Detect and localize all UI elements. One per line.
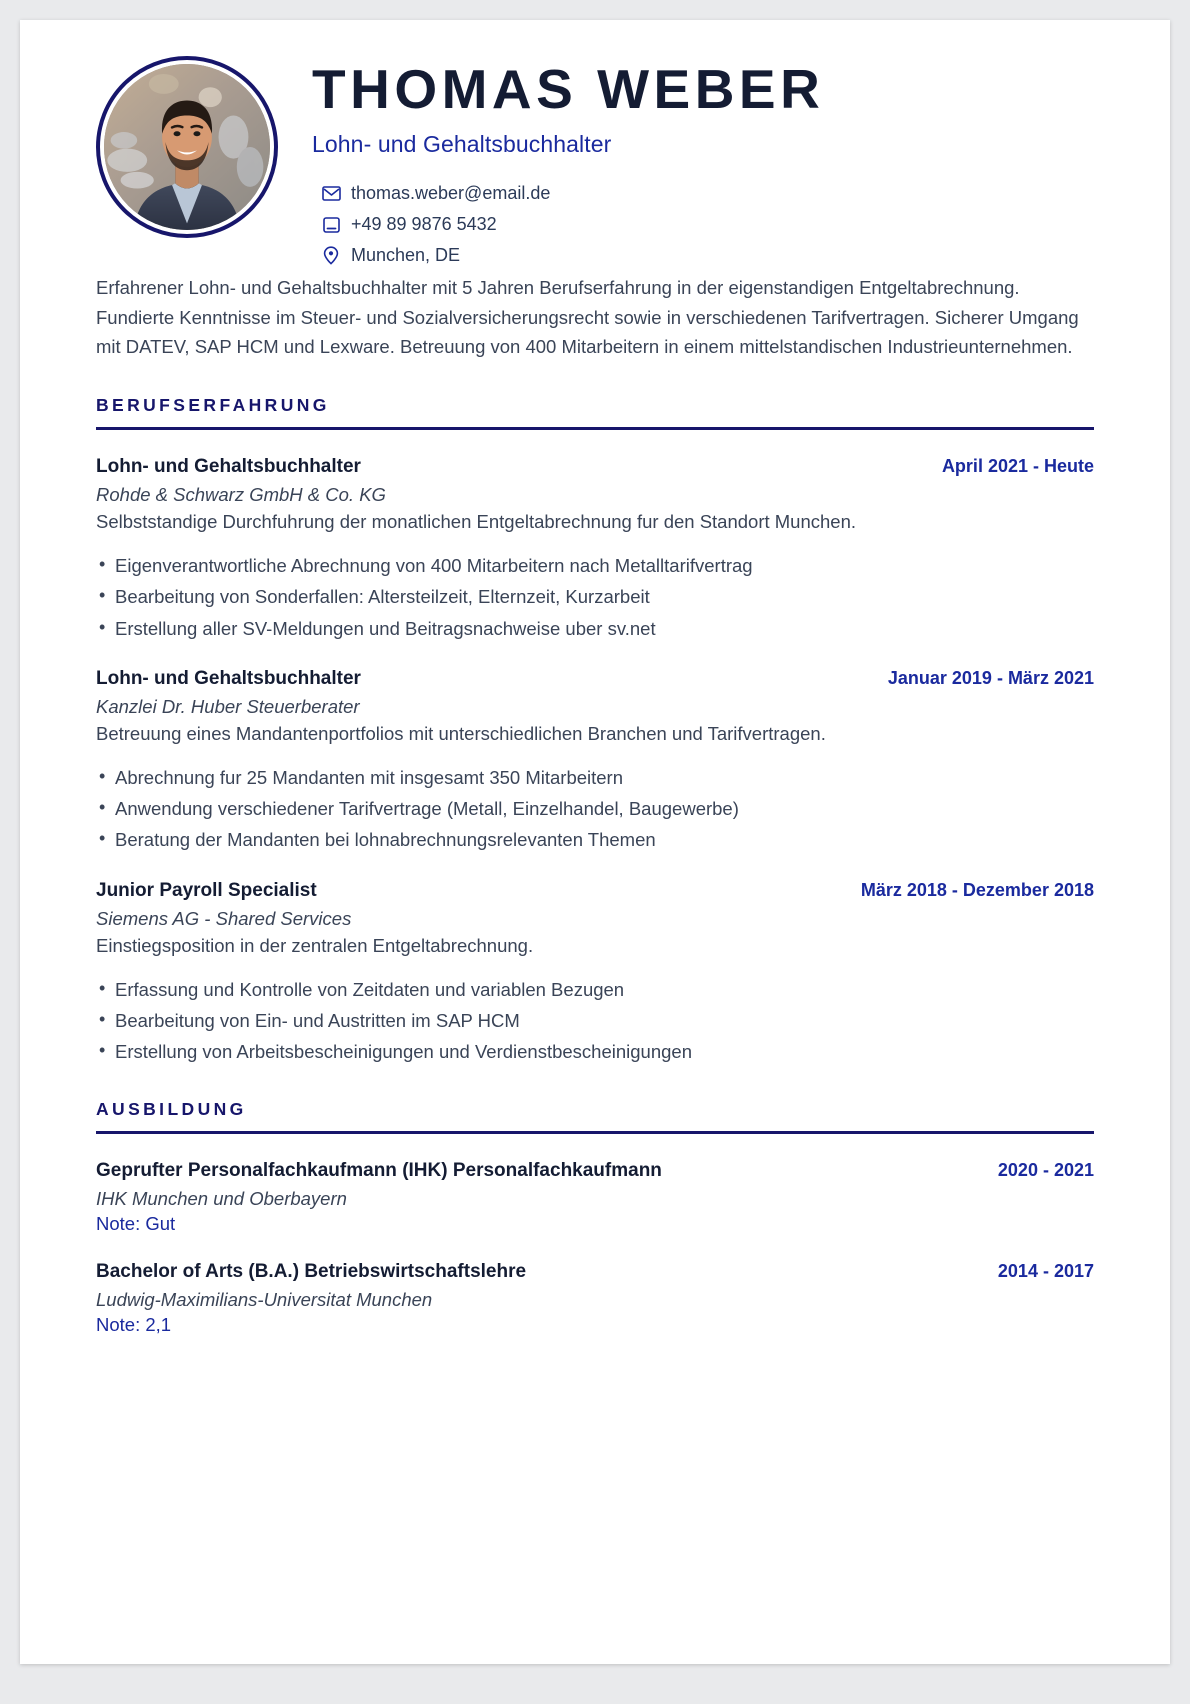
section-education bbox=[96, 1099, 1094, 1336]
contact-phone-value: +49 89 9876 5432 bbox=[351, 214, 497, 235]
resume-page bbox=[20, 20, 1170, 1664]
list-item: • Anwendung verschiedener Tarifvertrage (Metall, Einzelhandel, Baugewerbe) bbox=[96, 795, 1094, 822]
section-experience bbox=[96, 395, 1094, 1065]
experience-entry bbox=[96, 456, 1094, 642]
experience-description: Betreuung eines Mandantenportfolios mit unterschiedlichen Branchen und Tarifvertragen. bbox=[96, 722, 826, 744]
experience-description: Selbststandige Durchfuhrung der monatlichen Entgeltabrechnung fur den Standort Munchen. bbox=[96, 510, 857, 532]
phone-icon bbox=[321, 215, 341, 235]
contact-location[interactable] bbox=[321, 240, 1094, 271]
page-title: THOMAS WEBER bbox=[312, 58, 825, 120]
experience-date-range: Januar 2019 - März 2021 bbox=[887, 667, 1094, 688]
experience-bullet-list bbox=[96, 552, 1094, 642]
experience-job-title: Lohn- und Gehaltsbuchhalter bbox=[96, 455, 361, 477]
professional-summary: Erfahrener Lohn- und Gehaltsbuchhalter mit 5 Jahren Berufserfahrung in der eigenstandigen Entgeltabrechnung. Fundierte Kenntnisse im Steuer- und Sozialversicherungsrecht sowie in verschiedenen Tarifvertragen. Sicherer Umgang mit DATEV, SAP HCM und Lexware. Betreuung von 400 Mitarbeitern in einem mittelstandischen Industrieunternehmen. bbox=[96, 277, 1079, 357]
list-item: • Erstellung aller SV-Meldungen und Beitragsnachweise uber sv.net bbox=[96, 615, 1094, 642]
education-grade: Note: 2,1 bbox=[96, 1314, 172, 1336]
contact-email[interactable] bbox=[321, 178, 1094, 209]
experience-company: Kanzlei Dr. Huber Steuerberater bbox=[96, 695, 360, 717]
section-divider bbox=[96, 1131, 1094, 1134]
portrait-illustration bbox=[104, 64, 270, 230]
education-entry bbox=[96, 1261, 1094, 1336]
experience-date-range: April 2021 - Heute bbox=[941, 455, 1094, 476]
experience-bullet-list bbox=[96, 976, 1094, 1066]
experience-job-title: Lohn- und Gehaltsbuchhalter bbox=[96, 667, 361, 689]
experience-company: Rohde & Schwarz GmbH & Co. KG bbox=[96, 483, 386, 505]
envelope-icon bbox=[321, 184, 341, 204]
entry-header bbox=[96, 1160, 1094, 1182]
list-item: • Erfassung und Kontrolle von Zeitdaten und variablen Bezugen bbox=[96, 976, 1094, 1003]
professional-title: Lohn- und Gehaltsbuchhalter bbox=[312, 131, 612, 158]
list-item: • Bearbeitung von Sonderfallen: Altersteilzeit, Elternzeit, Kurzarbeit bbox=[96, 583, 1094, 610]
contact-phone[interactable] bbox=[321, 209, 1094, 240]
education-institution: Ludwig-Maximilians-Universitat Munchen bbox=[96, 1289, 433, 1311]
contact-location-value: Munchen, DE bbox=[351, 245, 461, 266]
list-item: • Erstellung von Arbeitsbescheinigungen und Verdienstbescheinigungen bbox=[96, 1038, 1094, 1065]
education-institution: IHK Munchen und Oberbayern bbox=[96, 1188, 347, 1210]
location-pin-icon bbox=[321, 246, 341, 266]
contact-email-value: thomas.weber@email.de bbox=[351, 183, 551, 204]
education-grade: Note: Gut bbox=[96, 1213, 176, 1235]
header-text-block bbox=[312, 54, 1094, 271]
resume-header bbox=[96, 54, 1094, 271]
avatar-photo bbox=[104, 64, 270, 230]
education-date-range: 2014 - 2017 bbox=[997, 1261, 1094, 1282]
contact-list bbox=[321, 178, 1094, 271]
entry-header bbox=[96, 880, 1094, 902]
section-title-experience: BERUFSERFAHRUNG bbox=[96, 394, 330, 415]
entry-header bbox=[96, 456, 1094, 478]
experience-description: Einstiegsposition in der zentralen Entgeltabrechnung. bbox=[96, 934, 534, 956]
experience-company: Siemens AG - Shared Services bbox=[96, 907, 352, 929]
experience-entry bbox=[96, 668, 1094, 854]
experience-date-range: März 2018 - Dezember 2018 bbox=[860, 879, 1094, 900]
entry-header bbox=[96, 1261, 1094, 1283]
entry-header bbox=[96, 668, 1094, 690]
list-item: • Beratung der Mandanten bei lohnabrechnungsrelevanten Themen bbox=[96, 826, 1094, 853]
education-degree: Geprufter Personalfachkaufmann (IHK) Personalfachkaufmann bbox=[96, 1160, 662, 1182]
section-title-education: AUSBILDUNG bbox=[96, 1099, 247, 1120]
list-item: • Eigenverantwortliche Abrechnung von 400 Mitarbeitern nach Metalltarifvertrag bbox=[96, 552, 1094, 579]
experience-entry bbox=[96, 880, 1094, 1066]
education-date-range: 2020 - 2021 bbox=[997, 1160, 1094, 1181]
avatar bbox=[96, 56, 278, 238]
education-degree: Bachelor of Arts (B.A.) Betriebswirtschaftslehre bbox=[96, 1261, 527, 1283]
list-item: • Abrechnung fur 25 Mandanten mit insgesamt 350 Mitarbeitern bbox=[96, 764, 1094, 791]
experience-job-title: Junior Payroll Specialist bbox=[96, 879, 317, 901]
education-entry bbox=[96, 1160, 1094, 1235]
experience-bullet-list bbox=[96, 764, 1094, 854]
list-item: • Bearbeitung von Ein- und Austritten im SAP HCM bbox=[96, 1007, 1094, 1034]
section-divider bbox=[96, 427, 1094, 430]
